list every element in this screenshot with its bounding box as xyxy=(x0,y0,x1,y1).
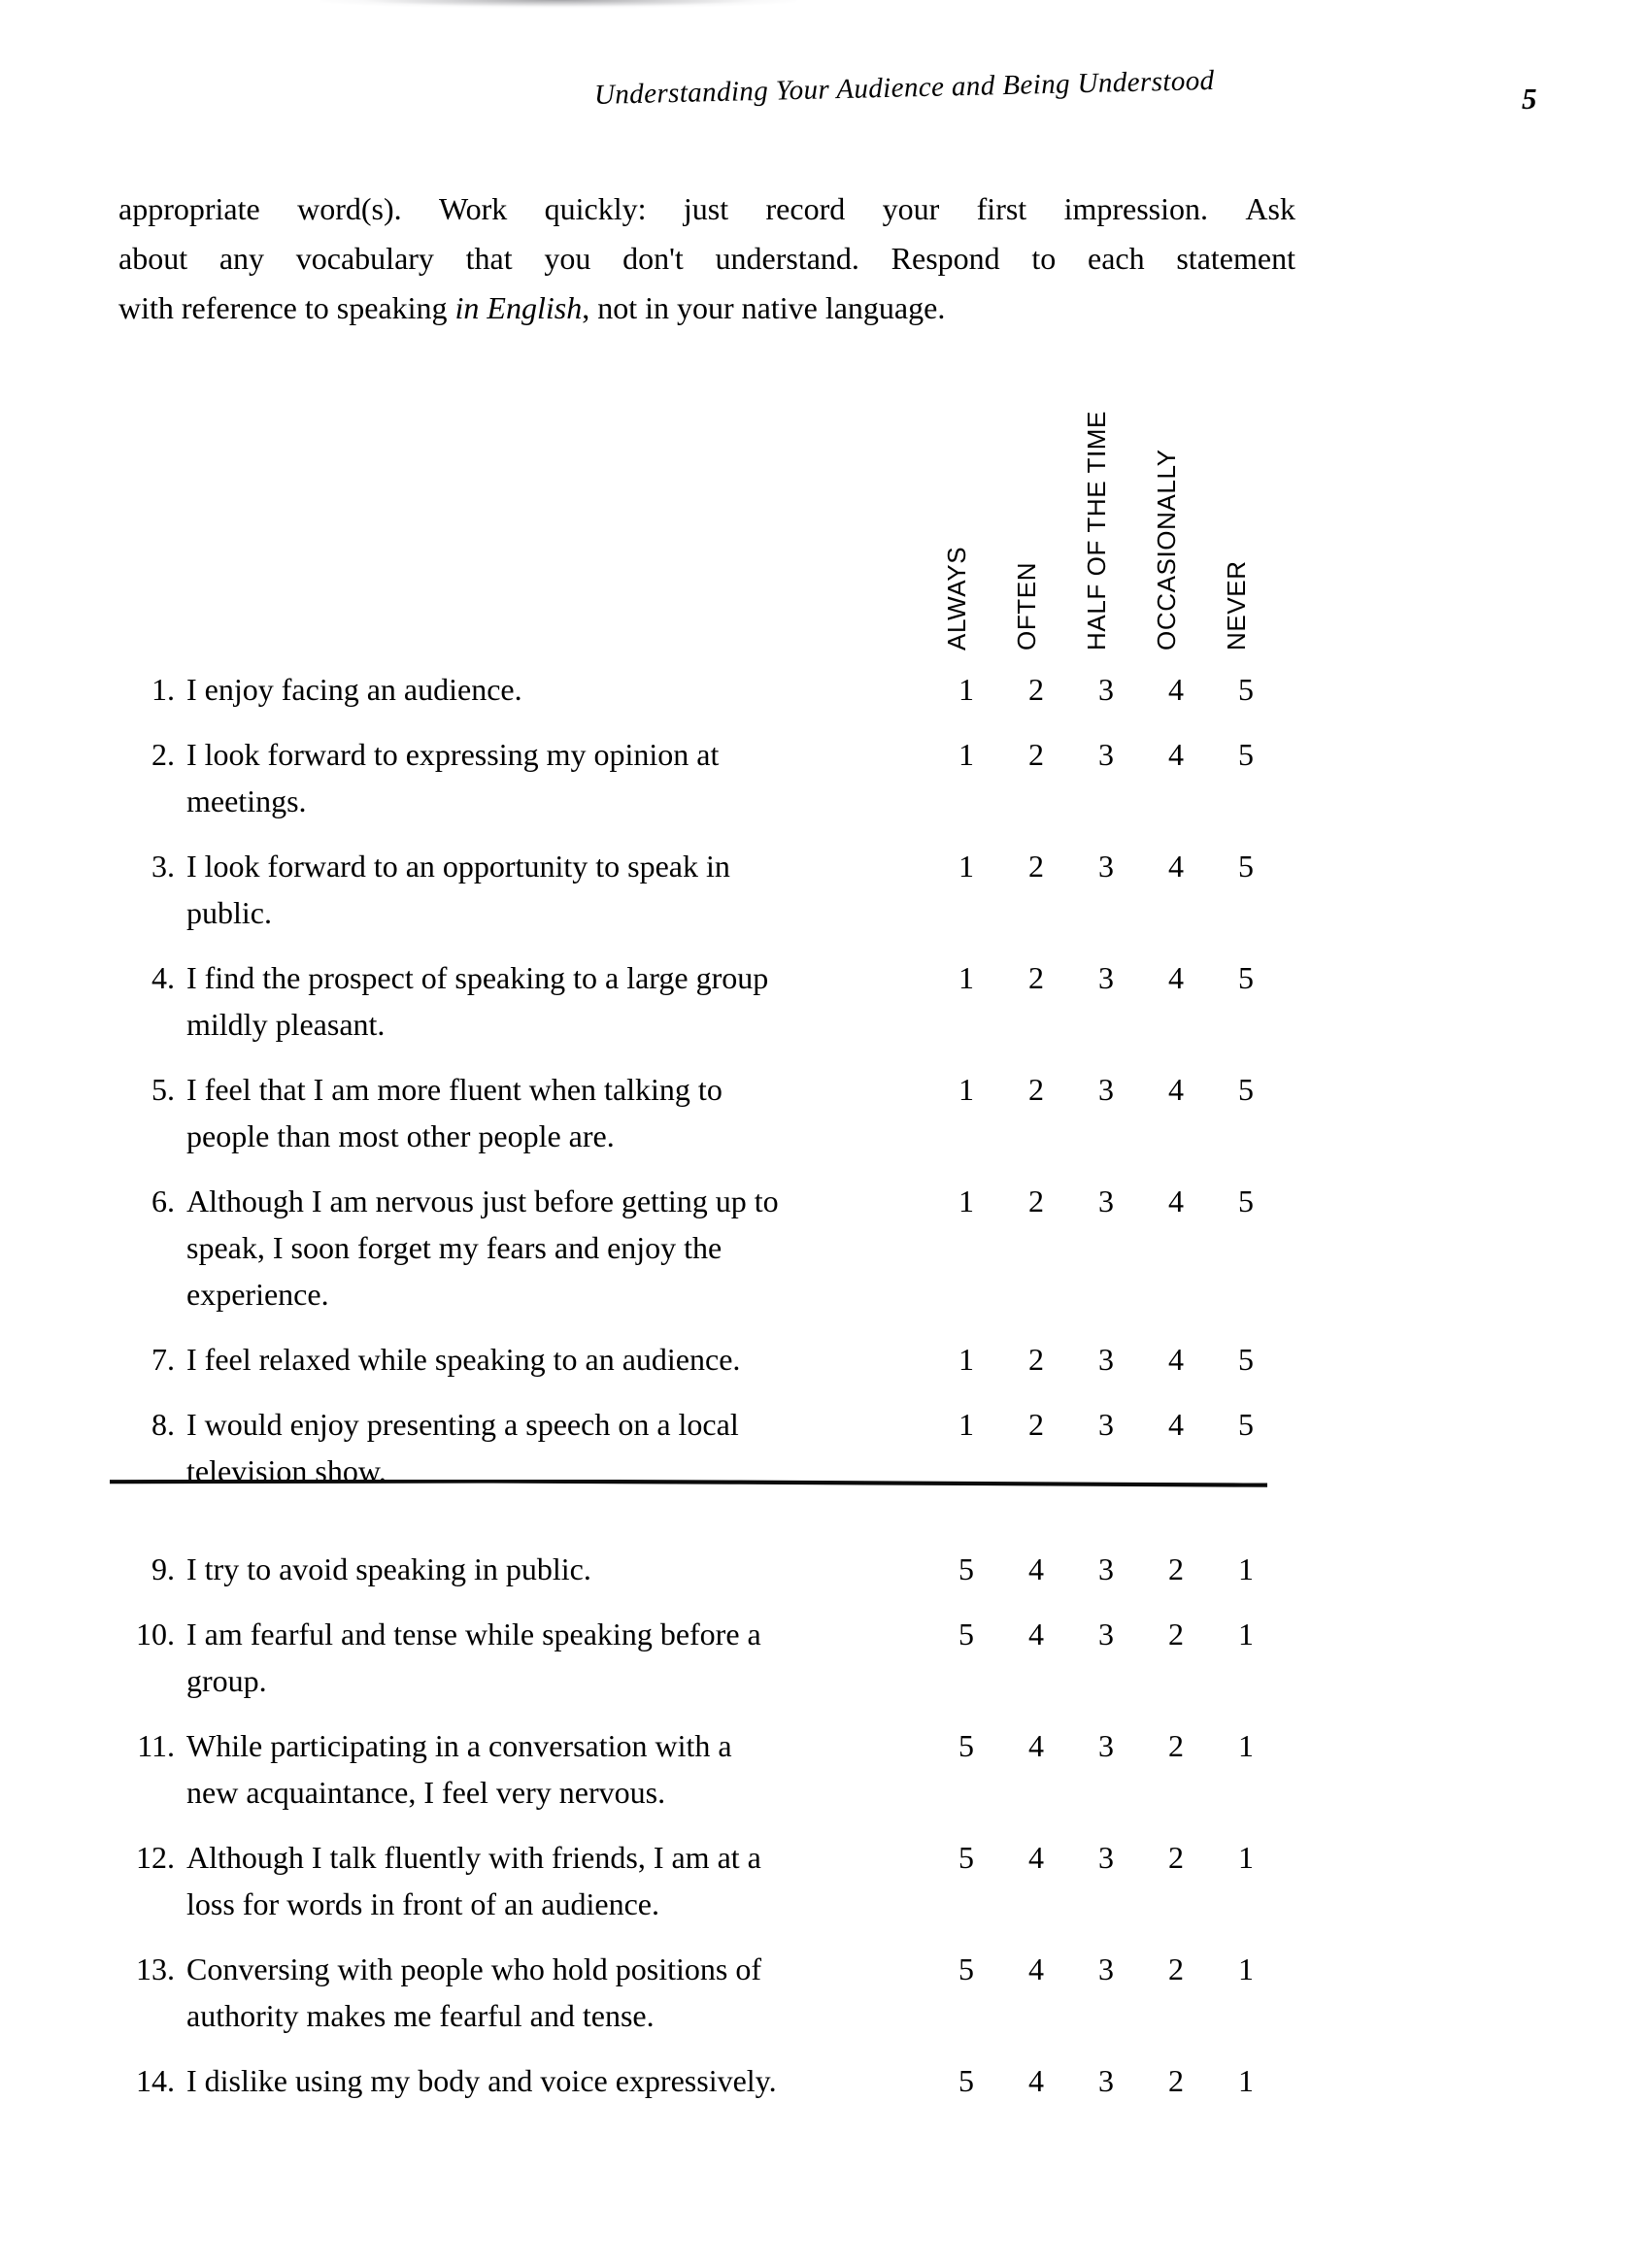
scale-option-half-of-the-time[interactable]: 3 xyxy=(1098,672,1114,707)
intro-word: appropriate xyxy=(118,191,260,226)
section-divider-rule xyxy=(110,1480,1267,1485)
item-statement xyxy=(186,1066,963,1159)
intro-word: don't xyxy=(622,241,684,276)
scale-option-never[interactable]: 1 xyxy=(1238,2063,1254,2098)
intro-word: that xyxy=(465,241,513,276)
scale-option-half-of-the-time[interactable]: 3 xyxy=(1098,2063,1114,2098)
item-number: 1. xyxy=(151,672,175,707)
scale-option-always[interactable]: 1 xyxy=(958,737,974,772)
item-statement-line: mildly pleasant. xyxy=(186,1007,386,1042)
item-statement-line: meetings. xyxy=(186,784,307,818)
questionnaire-item xyxy=(0,843,1647,936)
scale-option-half-of-the-time[interactable]: 3 xyxy=(1098,960,1114,995)
scale-option-half-of-the-time[interactable]: 3 xyxy=(1098,1342,1114,1377)
item-statement-line: Although I am nervous just before getting up to xyxy=(186,1184,779,1218)
item-scale-options xyxy=(952,1401,1262,1448)
item-scale-options xyxy=(952,1336,1262,1383)
scale-option-never[interactable]: 1 xyxy=(1238,1728,1254,1763)
scale-option-never[interactable]: 5 xyxy=(1238,849,1254,884)
scale-option-half-of-the-time[interactable]: 3 xyxy=(1098,849,1114,884)
scale-option-occasionally[interactable]: 4 xyxy=(1168,1342,1184,1377)
running-head-title: Understanding Your Audience and Being Understood xyxy=(593,64,1215,111)
scale-column-headers xyxy=(942,388,1321,650)
scale-option-occasionally[interactable]: 2 xyxy=(1168,1551,1184,1586)
questionnaire-item xyxy=(0,1178,1647,1317)
scale-option-never[interactable]: 1 xyxy=(1238,1951,1254,1986)
scale-option-always[interactable]: 1 xyxy=(958,1342,974,1377)
questionnaire-item xyxy=(0,1336,1647,1383)
item-statement xyxy=(186,1722,963,1816)
running-head xyxy=(0,64,1647,124)
intro-word: statement xyxy=(1176,241,1295,276)
item-statement-line: I feel that I am more fluent when talking to xyxy=(186,1072,723,1107)
questionnaire-item xyxy=(0,1066,1647,1159)
questionnaire-item xyxy=(0,731,1647,824)
scale-option-half-of-the-time[interactable]: 3 xyxy=(1098,1951,1114,1986)
scale-option-always[interactable]: 5 xyxy=(958,1551,974,1586)
scale-option-never[interactable]: 5 xyxy=(1238,1407,1254,1442)
item-scale-options xyxy=(952,1834,1262,1881)
item-scale-options xyxy=(952,1722,1262,1769)
intro-word: Work xyxy=(438,191,508,226)
scale-option-always[interactable]: 1 xyxy=(958,1184,974,1218)
scale-option-half-of-the-time[interactable]: 3 xyxy=(1098,1840,1114,1875)
item-scale-options xyxy=(952,731,1262,778)
emphasis-in-english: in English xyxy=(454,290,583,325)
item-scale-options xyxy=(952,1066,1262,1113)
intro-text-before-emphasis: with reference to speaking xyxy=(118,290,455,325)
scale-option-never[interactable]: 5 xyxy=(1238,737,1254,772)
intro-word: your xyxy=(882,191,940,226)
item-statement-line: public. xyxy=(186,895,272,930)
scale-option-occasionally[interactable]: 4 xyxy=(1168,1184,1184,1218)
scale-option-often[interactable]: 4 xyxy=(1028,1728,1044,1763)
item-statement-line: I look forward to an opportunity to speak in xyxy=(186,849,730,884)
item-statement xyxy=(186,1336,963,1383)
scale-option-occasionally[interactable]: 2 xyxy=(1168,1840,1184,1875)
scale-option-often[interactable]: 2 xyxy=(1028,1184,1044,1218)
scale-header-occasionally: OCCASIONALLY xyxy=(1152,449,1181,650)
item-statement-line: Although I talk fluently with friends, I am at a xyxy=(186,1840,761,1875)
item-statement xyxy=(186,1611,963,1704)
item-statement-line: I find the prospect of speaking to a large group xyxy=(186,960,769,995)
scale-option-often[interactable]: 2 xyxy=(1028,1072,1044,1107)
intro-word: each xyxy=(1088,241,1145,276)
scale-option-always[interactable]: 5 xyxy=(958,1617,974,1651)
item-statement-line: television show. xyxy=(186,1453,387,1488)
questionnaire-item xyxy=(0,1834,1647,1927)
item-statement-line: new acquaintance, I feel very nervous. xyxy=(186,1775,666,1810)
scale-option-occasionally[interactable]: 4 xyxy=(1168,1072,1184,1107)
scale-option-always[interactable]: 1 xyxy=(958,960,974,995)
intro-word: Respond xyxy=(891,241,1000,276)
scale-option-never[interactable]: 5 xyxy=(1238,960,1254,995)
item-scale-options xyxy=(952,1546,1262,1592)
scale-option-never[interactable]: 1 xyxy=(1238,1840,1254,1875)
questionnaire-item xyxy=(0,666,1647,713)
scale-option-occasionally[interactable]: 2 xyxy=(1168,2063,1184,2098)
item-statement-line: speak, I soon forget my fears and enjoy the xyxy=(186,1230,723,1265)
item-number: 9. xyxy=(151,1551,175,1586)
scale-option-often[interactable]: 4 xyxy=(1028,1951,1044,1986)
questionnaire-item xyxy=(0,1722,1647,1816)
item-statement-line: I dislike using my body and voice expressively. xyxy=(186,2063,777,2098)
scale-option-always[interactable]: 5 xyxy=(958,1951,974,1986)
item-number: 11. xyxy=(137,1728,175,1763)
scale-option-often[interactable]: 2 xyxy=(1028,737,1044,772)
scale-option-often[interactable]: 2 xyxy=(1028,1407,1044,1442)
item-statement-line: Conversing with people who hold positions of xyxy=(186,1951,761,1986)
scale-option-often[interactable]: 2 xyxy=(1028,849,1044,884)
intro-word: vocabulary xyxy=(295,241,434,276)
intro-line-3 xyxy=(118,284,1295,333)
scale-option-never[interactable]: 5 xyxy=(1238,672,1254,707)
item-statement-line: I enjoy facing an audience. xyxy=(186,672,522,707)
intro-word: any xyxy=(218,241,265,276)
scale-option-half-of-the-time[interactable]: 3 xyxy=(1098,1184,1114,1218)
item-statement-line: I look forward to expressing my opinion at xyxy=(186,737,720,772)
intro-word: you xyxy=(544,241,591,276)
item-scale-options xyxy=(952,2057,1262,2104)
scale-option-occasionally[interactable]: 2 xyxy=(1168,1728,1184,1763)
questionnaire-item xyxy=(0,2057,1647,2104)
item-statement xyxy=(186,731,963,824)
item-scale-options xyxy=(952,1946,1262,1992)
scale-option-often[interactable]: 2 xyxy=(1028,672,1044,707)
scale-option-never[interactable]: 5 xyxy=(1238,1342,1254,1377)
questionnaire-item xyxy=(0,954,1647,1048)
intro-word: about xyxy=(118,241,188,276)
scale-option-occasionally[interactable]: 4 xyxy=(1168,672,1184,707)
scale-option-occasionally[interactable]: 2 xyxy=(1168,1617,1184,1651)
item-statement xyxy=(186,1178,963,1317)
scale-option-half-of-the-time[interactable]: 3 xyxy=(1098,1551,1114,1586)
item-number: 3. xyxy=(151,849,175,884)
intro-word: just xyxy=(683,191,729,226)
scan-shadow-artifact xyxy=(320,0,796,9)
scale-option-never[interactable]: 5 xyxy=(1238,1072,1254,1107)
item-statement xyxy=(186,954,963,1048)
scale-option-often[interactable]: 4 xyxy=(1028,1551,1044,1586)
scale-option-always[interactable]: 1 xyxy=(958,1072,974,1107)
scale-option-half-of-the-time[interactable]: 3 xyxy=(1098,1072,1114,1107)
item-scale-options xyxy=(952,666,1262,713)
scale-option-occasionally[interactable]: 4 xyxy=(1168,960,1184,995)
scale-header-always: ALWAYS xyxy=(942,546,971,650)
scale-header-often: OFTEN xyxy=(1012,561,1041,650)
questionnaire-item xyxy=(0,1546,1647,1592)
item-number: 13. xyxy=(136,1951,175,1986)
item-statement-line: group. xyxy=(186,1663,267,1698)
intro-paragraph xyxy=(118,184,1295,333)
page-number: 5 xyxy=(1522,82,1537,116)
scale-option-half-of-the-time[interactable]: 3 xyxy=(1098,1728,1114,1763)
scale-option-never[interactable]: 1 xyxy=(1238,1551,1254,1586)
scale-option-occasionally[interactable]: 4 xyxy=(1168,737,1184,772)
item-statement-line: I try to avoid speaking in public. xyxy=(186,1551,591,1586)
questionnaire-item xyxy=(0,1611,1647,1704)
intro-word: first xyxy=(976,191,1027,226)
scale-option-never[interactable]: 5 xyxy=(1238,1184,1254,1218)
item-number: 4. xyxy=(151,960,175,995)
intro-word: record xyxy=(765,191,846,226)
intro-line-2 xyxy=(118,234,1295,284)
scale-option-never[interactable]: 1 xyxy=(1238,1617,1254,1651)
item-statement-line: people than most other people are. xyxy=(186,1118,615,1153)
intro-word: impression. xyxy=(1063,191,1208,226)
intro-word: quickly: xyxy=(544,191,647,226)
item-statement xyxy=(186,843,963,936)
intro-word: Ask xyxy=(1245,191,1295,226)
intro-text-after-emphasis: , not in your native language. xyxy=(582,290,946,325)
item-statement-line: While participating in a conversation with a xyxy=(186,1728,732,1763)
scale-option-occasionally[interactable]: 4 xyxy=(1168,849,1184,884)
item-number: 7. xyxy=(151,1342,175,1377)
item-statement-line: authority makes me fearful and tense. xyxy=(186,1998,655,2033)
item-number: 14. xyxy=(136,2063,175,2098)
scale-option-always[interactable]: 5 xyxy=(958,1840,974,1875)
scale-option-occasionally[interactable]: 4 xyxy=(1168,1407,1184,1442)
scale-header-never: NEVER xyxy=(1222,560,1251,650)
scale-option-often[interactable]: 4 xyxy=(1028,1840,1044,1875)
item-number: 8. xyxy=(151,1407,175,1442)
item-number: 6. xyxy=(151,1184,175,1218)
item-statement-line: I would enjoy presenting a speech on a local xyxy=(186,1407,739,1442)
item-statement xyxy=(186,1946,963,2039)
scale-option-half-of-the-time[interactable]: 3 xyxy=(1098,1407,1114,1442)
item-scale-options xyxy=(952,843,1262,889)
intro-word: to xyxy=(1031,241,1057,276)
scale-option-always[interactable]: 5 xyxy=(958,2063,974,2098)
item-number: 12. xyxy=(136,1840,175,1875)
item-statement xyxy=(186,2057,963,2104)
intro-word: understand. xyxy=(715,241,859,276)
scale-header-half-of-the-time: HALF OF THE TIME xyxy=(1082,410,1111,650)
item-number: 5. xyxy=(151,1072,175,1107)
item-statement-line: I am fearful and tense while speaking before a xyxy=(186,1617,761,1651)
scale-option-always[interactable]: 1 xyxy=(958,849,974,884)
scale-option-always[interactable]: 5 xyxy=(958,1728,974,1763)
item-statement-line: experience. xyxy=(186,1277,329,1312)
item-statement xyxy=(186,1834,963,1927)
item-scale-options xyxy=(952,954,1262,1001)
item-statement xyxy=(186,1546,963,1592)
intro-line-1 xyxy=(118,184,1295,234)
scale-option-often[interactable]: 4 xyxy=(1028,2063,1044,2098)
scale-option-often[interactable]: 2 xyxy=(1028,1342,1044,1377)
scale-option-half-of-the-time[interactable]: 3 xyxy=(1098,737,1114,772)
scale-option-half-of-the-time[interactable]: 3 xyxy=(1098,1617,1114,1651)
scale-option-occasionally[interactable]: 2 xyxy=(1168,1951,1184,1986)
scale-option-always[interactable]: 1 xyxy=(958,672,974,707)
questionnaire-item xyxy=(0,1946,1647,2039)
scale-option-always[interactable]: 1 xyxy=(958,1407,974,1442)
item-statement-line: I feel relaxed while speaking to an audience. xyxy=(186,1342,741,1377)
item-statement xyxy=(186,666,963,713)
item-scale-options xyxy=(952,1611,1262,1657)
intro-word: word(s). xyxy=(297,191,402,226)
item-number: 2. xyxy=(151,737,175,772)
item-number: 10. xyxy=(136,1617,175,1651)
item-scale-options xyxy=(952,1178,1262,1224)
scale-option-often[interactable]: 4 xyxy=(1028,1617,1044,1651)
item-statement-line: loss for words in front of an audience. xyxy=(186,1886,659,1921)
scale-option-often[interactable]: 2 xyxy=(1028,960,1044,995)
